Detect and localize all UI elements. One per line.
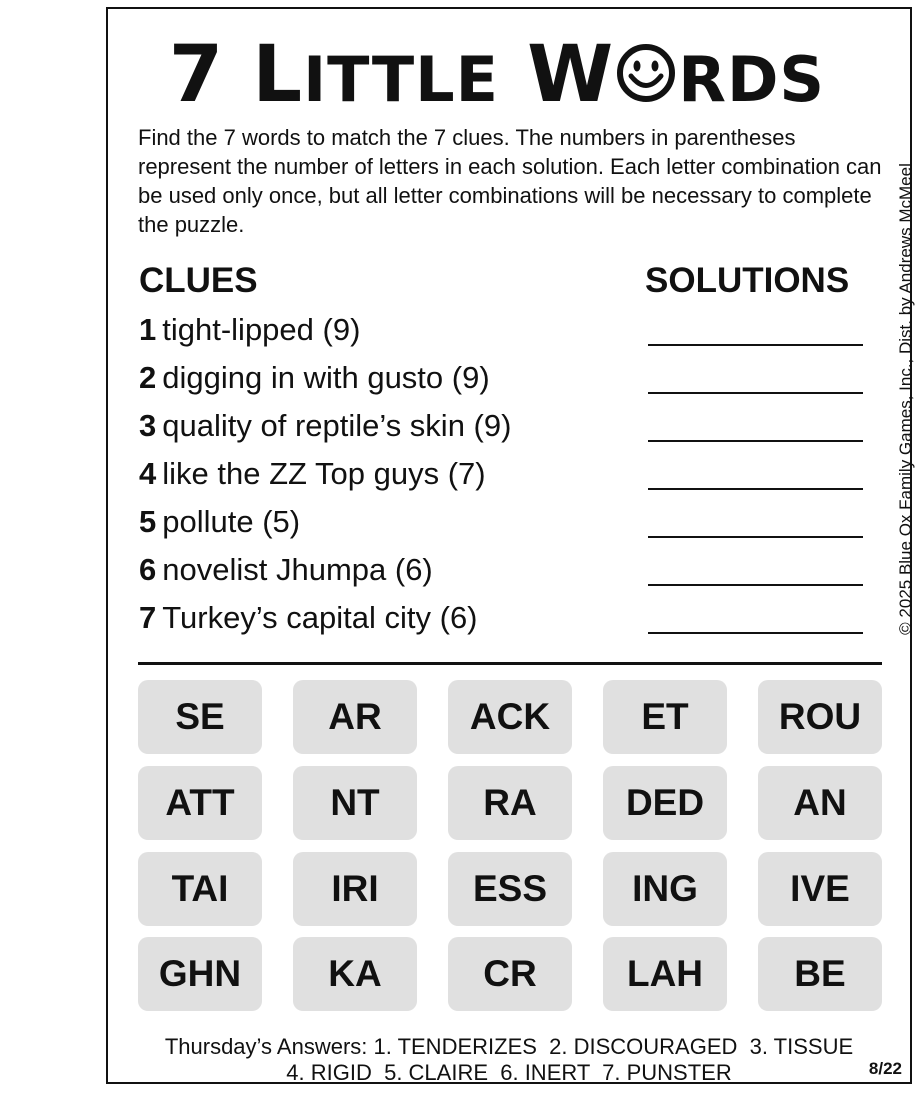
letter-tile[interactable]: AN <box>758 766 882 840</box>
smiley-face-icon <box>616 43 676 103</box>
letter-tile[interactable]: KA <box>293 937 417 1011</box>
clue-5: 5 pollute (5) <box>139 504 301 539</box>
letter-tile[interactable]: AR <box>293 680 417 754</box>
letter-tile[interactable]: LAH <box>603 937 727 1011</box>
divider <box>138 662 882 665</box>
letter-tile[interactable]: ACK <box>448 680 572 754</box>
letter-tile[interactable]: CR <box>448 937 572 1011</box>
letter-tile[interactable]: TAI <box>138 852 262 926</box>
letter-tile[interactable]: ING <box>603 852 727 926</box>
letter-tile[interactable]: DED <box>603 766 727 840</box>
letter-tile[interactable]: ESS <box>448 852 572 926</box>
copyright-credit: © 2025 Blue Ox Family Games, Inc., Dist. by Andrews McMeel <box>896 163 915 635</box>
solution-blank-7[interactable] <box>648 632 863 634</box>
letter-tile[interactable]: IVE <box>758 852 882 926</box>
clue-6: 6 novelist Jhumpa (6) <box>139 552 433 587</box>
solutions-header: SOLUTIONS <box>645 261 850 300</box>
solution-blank-5[interactable] <box>648 536 863 538</box>
letter-tile[interactable]: ET <box>603 680 727 754</box>
clue-7: 7 Turkey’s capital city (6) <box>139 600 478 635</box>
instructions: Find the 7 words to match the 7 clues. The numbers in parentheses represent the number of letters in each solution. Each letter combination can be used only once, but all letter combinations will be necessary to complete the puzzle. <box>138 125 882 237</box>
solution-blank-4[interactable] <box>648 488 863 490</box>
solution-blank-1[interactable] <box>648 344 863 346</box>
solution-blank-6[interactable] <box>648 584 863 586</box>
letter-tile[interactable]: RA <box>448 766 572 840</box>
answers-line-2: 4. RIGID 5. CLAIRE 6. INERT 7. PUNSTER <box>286 1060 732 1085</box>
clues-header: CLUES <box>139 261 258 300</box>
puzzle-title: 7 LITTLE W RDS <box>168 30 826 120</box>
solution-blank-2[interactable] <box>648 392 863 394</box>
date-label: 8/22 <box>868 1059 902 1078</box>
answers-line-1: Thursday’s Answers: 1. TENDERIZES 2. DISCOURAGED 3. TISSUE <box>164 1034 854 1059</box>
letter-tile[interactable]: NT <box>293 766 417 840</box>
letter-tile[interactable]: IRI <box>293 852 417 926</box>
previous-answers <box>108 1034 910 1086</box>
clue-2: 2 digging in with gusto (9) <box>139 360 490 395</box>
letter-tile[interactable]: GHN <box>138 937 262 1011</box>
letter-tile[interactable]: SE <box>138 680 262 754</box>
solution-blank-3[interactable] <box>648 440 863 442</box>
letter-tile[interactable]: ATT <box>138 766 262 840</box>
letter-tile[interactable]: ROU <box>758 680 882 754</box>
clue-4: 4 like the ZZ Top guys (7) <box>139 456 486 491</box>
puzzle-frame <box>106 7 915 1085</box>
clue-3: 3 quality of reptile’s skin (9) <box>139 408 512 443</box>
clue-1: 1 tight-lipped (9) <box>139 312 361 347</box>
letter-tile[interactable]: BE <box>758 937 882 1011</box>
